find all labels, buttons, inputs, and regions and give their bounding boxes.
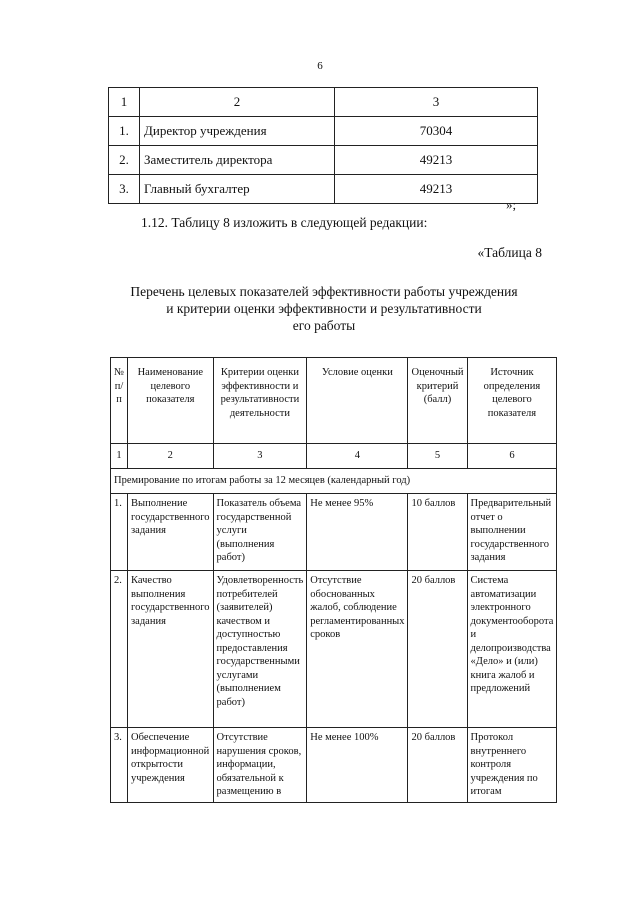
indicator-condition: Не менее 100% (307, 728, 408, 803)
table-header-row (109, 88, 538, 117)
header-cell: 1 (109, 88, 140, 117)
indicator-source: Предварительный отчет о выполнении государственного задания (467, 494, 557, 571)
header-cell: 3 (335, 88, 538, 117)
table-row (111, 494, 557, 571)
position-cell: Директор учреждения (140, 117, 335, 146)
column-numbers-row (111, 444, 557, 469)
row-number: 2. (111, 571, 128, 728)
indicators-table (110, 357, 557, 803)
header-condition: Условие оценки (307, 358, 408, 444)
table-row (109, 146, 538, 175)
section-title: Премирование по итогам работы за 12 месяцев (календарный год) (111, 469, 557, 494)
header-cell: 2 (140, 88, 335, 117)
column-number: 1 (111, 444, 128, 469)
indicator-source: Система автоматизации электронного документооборота и делопроизводства «Дело» и (или) книга жалоб и предложений (467, 571, 557, 728)
table-header-row (111, 358, 557, 444)
instruction-text: 1.12. Таблицу 8 изложить в следующей редакции: (141, 215, 428, 230)
indicator-source: Протокол внутреннего контроля учреждения по итогам (467, 728, 557, 803)
value-cell: 49213 (335, 146, 538, 175)
indicator-condition: Отсутствие обоснованных жалоб, соблюдение регламентированных сроков (307, 571, 408, 728)
position-cell: Заместитель директора (140, 146, 335, 175)
indicator-criteria: Показатель объема государственной услуги (выполнения работ) (213, 494, 307, 571)
document-title (110, 283, 538, 334)
header-source: Источник определения целевого показателя (467, 358, 557, 444)
title-line: Перечень целевых показателей эффективности работы учреждения (130, 284, 518, 299)
table-row (111, 728, 557, 803)
indicator-name: Выполнение государственного задания (128, 494, 214, 571)
title-line: его работы (292, 318, 356, 333)
row-number: 3. (109, 175, 140, 204)
table-label: «Таблица 8 (477, 245, 542, 260)
indicator-score: 20 баллов (408, 571, 467, 728)
title-line: и критерии оценки эффективности и результативности (166, 301, 482, 316)
row-number: 1. (109, 117, 140, 146)
salary-table (108, 87, 538, 204)
row-number: 1. (111, 494, 128, 571)
value-cell: 70304 (335, 117, 538, 146)
row-number: 2. (109, 146, 140, 175)
table-row (109, 117, 538, 146)
closing-quote: »; (506, 197, 517, 212)
position-cell: Главный бухгалтер (140, 175, 335, 204)
indicator-score: 10 баллов (408, 494, 467, 571)
indicator-condition: Не менее 95% (307, 494, 408, 571)
column-number: 2 (128, 444, 214, 469)
header-score: Оценочный критерий (балл) (408, 358, 467, 444)
column-number: 5 (408, 444, 467, 469)
column-number: 3 (213, 444, 307, 469)
indicator-score: 20 баллов (408, 728, 467, 803)
indicator-name: Обеспечение информационной открытости учреждения (128, 728, 214, 803)
section-row (111, 469, 557, 494)
table-row (111, 571, 557, 728)
indicator-criteria: Удовлетворенность потребителей (заявителей) качеством и доступностью предоставления государственными услугами (выполнением работ) (213, 571, 307, 728)
header-criteria: Критерии оценки эффективности и результативности деятельности (213, 358, 307, 444)
value-cell: 49213 (335, 175, 538, 204)
indicator-criteria: Отсутствие нарушения сроков, информации, обязательной к размещению в (213, 728, 307, 803)
page-number: 6 (317, 60, 323, 72)
header-name: Наименование целевого показателя (128, 358, 214, 444)
table-row (109, 175, 538, 204)
row-number: 3. (111, 728, 128, 803)
indicator-name: Качество выполнения государственного задания (128, 571, 214, 728)
column-number: 4 (307, 444, 408, 469)
header-num: № п/ п (111, 358, 128, 444)
column-number: 6 (467, 444, 557, 469)
